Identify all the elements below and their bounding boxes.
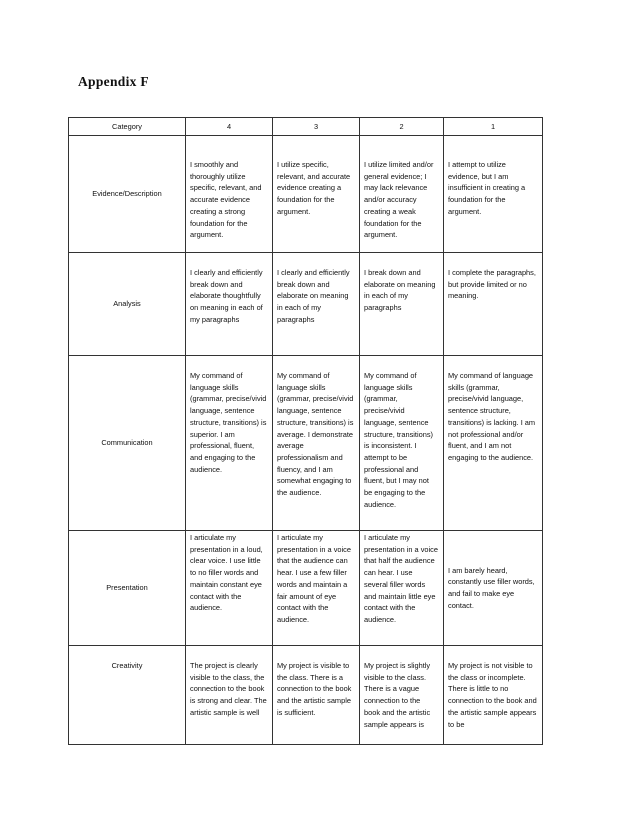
criteria-cell-2: I articulate my presentation in a voice that half the audience can hear. I use several filler words and maintain little eye contact with the audience. (360, 531, 444, 646)
criteria-cell-1: I complete the paragraphs, but provide limited or no meaning. (444, 253, 543, 356)
header-score-1: 1 (444, 118, 543, 136)
criteria-cell-3: My command of language skills (grammar, precise/vivid language, sentence structure, transitions) is average. I demonstrate average professionalism and fluency, and I am somewhat engaging to the audience. (273, 356, 360, 531)
criteria-cell-3: My project is visible to the class. There is a connection to the book and the artistic sample is sufficient. (273, 646, 360, 745)
header-score-4: 4 (186, 118, 273, 136)
header-score-3: 3 (273, 118, 360, 136)
criteria-cell-3: I utilize specific, relevant, and accurate evidence creating a foundation for the argument. (273, 136, 360, 253)
category-cell: Creativity (69, 646, 186, 745)
category-cell: Communication (69, 356, 186, 531)
header-category: Category (69, 118, 186, 136)
criteria-cell-4: My command of language skills (grammar, precise/vivid language, sentence structure, transitions) is superior. I am professional, fluent, and engaging to the audience. (186, 356, 273, 531)
category-cell: Presentation (69, 531, 186, 646)
header-score-2: 2 (360, 118, 444, 136)
criteria-cell-4: I articulate my presentation in a loud, clear voice. I use little to no filler words and maintain constant eye contact with the audience. (186, 531, 273, 646)
table-row (69, 253, 543, 356)
appendix-title: Appendix F (78, 74, 149, 89)
criteria-cell-4: I smoothly and thoroughly utilize specific, relevant, and accurate evidence creating a strong foundation for the argument. (186, 136, 273, 253)
table-row (69, 531, 543, 646)
table-row (69, 646, 543, 745)
criteria-cell-1: My command of language skills (grammar, precise/vivid language, sentence structure, transitions) is lacking. I am not professional and/or fluent, and I am not engaging to the audience. (444, 356, 543, 531)
criteria-cell-2: I break down and elaborate on meaning in each of my paragraphs (360, 253, 444, 356)
header-row (69, 118, 543, 136)
criteria-cell-1: I attempt to utilize evidence, but I am insufficient in creating a foundation for the argument. (444, 136, 543, 253)
criteria-cell-2: My command of language skills (grammar, precise/vivid language, sentence structure, transitions) is inconsistent. I attempt to be professional and fluent, but I may not be engaging to the audience. (360, 356, 444, 531)
criteria-cell-1: I am barely heard, constantly use filler words, and fail to make eye contact. (444, 531, 543, 646)
table-row (69, 356, 543, 531)
criteria-cell-4: The project is clearly visible to the class, the connection to the book is strong and clear. The artistic sample is well (186, 646, 273, 745)
criteria-cell-4: I clearly and efficiently break down and elaborate thoughtfully on meaning in each of my paragraphs (186, 253, 273, 356)
criteria-cell-2: I utilize limited and/or general evidence; I may lack relevance and/or accuracy creating a weak foundation for the argument. (360, 136, 444, 253)
criteria-cell-3: I clearly and efficiently break down and elaborate on meaning in each of my paragraphs (273, 253, 360, 356)
criteria-cell-2: My project is slightly visible to the class. There is a vague connection to the book and the artistic sample appears is (360, 646, 444, 745)
table-row (69, 136, 543, 253)
criteria-cell-1: My project is not visible to the class or incomplete. There is little to no connection to the book and the artistic sample appears to be (444, 646, 543, 745)
category-cell: Evidence/Description (69, 136, 186, 253)
category-cell: Analysis (69, 253, 186, 356)
criteria-cell-3: I articulate my presentation in a voice that the audience can hear. I use a few filler words and maintain a fair amount of eye contact with the audience. (273, 531, 360, 646)
rubric-table (68, 117, 543, 745)
